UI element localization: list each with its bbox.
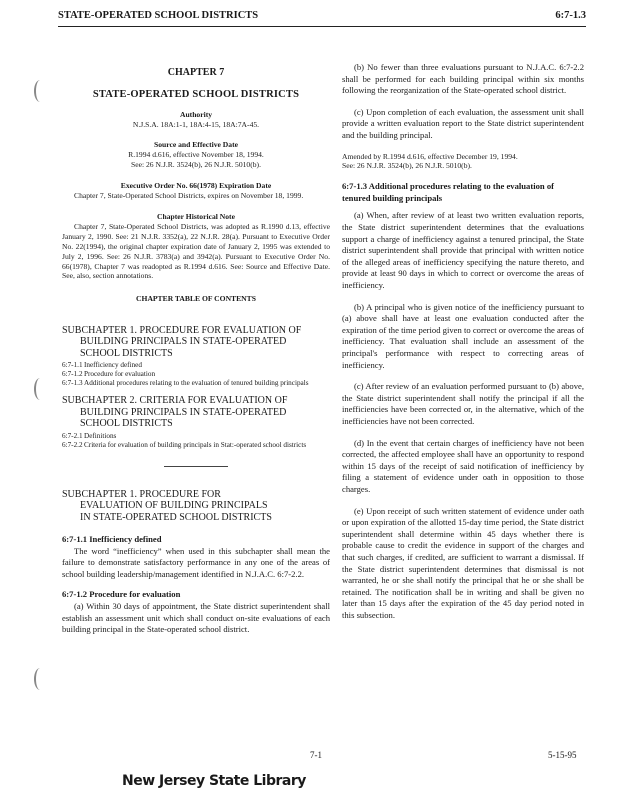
authority-label: Authority: [179, 109, 213, 119]
toc-label: CHAPTER TABLE OF CONTENTS: [136, 294, 256, 304]
section-6-7-1-1-heading: 6:7-1.1 Inefficiency defined: [62, 534, 162, 545]
source-label: Source and Effective Date: [153, 139, 238, 149]
hole-punch-mark: [34, 80, 46, 102]
toc-subchapter-2: SUBCHAPTER 2. CRITERIA FOR EVALUATION OF BUILDING PRINCIPALS IN STATE-OPERATED SCHOOL DISTRICTS: [62, 395, 288, 430]
section-6-7-1-3-e: (e) Upon receipt of such written statement of evidence under oath or upon expiration of the allotted 15-day time period, the State district superintendent shall determine within 45 days whether there is probable cause to credit the evidence in support of the charges and that such charges, if credited, are sufficient to warrant a dismissal. If the State district superintendent determines that dismissal is not warranted, he or she shall notify the principal that he or she shall be retained. The notification shall be in writing and shall be given no later than 15 days after the expiration of the 45 day period noted in this subsection.: [342, 505, 584, 620]
exec-order-text: Chapter 7, State-Operated School Districts, expires on November 18, 1999.: [74, 191, 304, 200]
amendment-note: Amended by R.1994 d.616, effective December 19, 1994. See: 26 N.J.R. 3524(b), 26 N.J.R. 5010(b).: [342, 151, 518, 171]
toc-subchapter-1: SUBCHAPTER 1. PROCEDURE FOR EVALUATION OF BUILDING PRINCIPALS IN STATE-OPERATED SCHOOL DISTRICTS: [62, 324, 302, 359]
historical-note-text: Chapter 7, State-Operated School Districts, was adopted as R.1990 d.13, effective January 2, 1990. See: 21 N.J.R. 3352(a), 22 N.J.R. 28(a). Pursuant to Executive Order No. 22(1994), the original chapter expiration date of January 2, 1995 was extended to July 2, 1996. See: 26 N.J.R. 3783(a) and 3942(a). Pursuant to Executive Order No. 66(1978), Chapter 7 was readopted as R.1994 d.616. See: Source and Effective Date. See, also, section annotations.: [62, 222, 330, 281]
toc-entry[interactable]: 6:7-2.2 Criteria for evaluation of building principals in Stat:-operated school districts: [62, 440, 307, 449]
revision-date: 5-15-95: [548, 750, 577, 760]
section-6-7-1-3-a: (a) When, after review of at least two written evaluation reports, the State district superintendent determines that the evaluations support a charge of inefficiency against a tenured principal, the State district superintendent shall provide that principal with written notice of the alleged areas of inefficiency specifying the nature thereto, and provide at least 90 days in which to correct or overcome the areas of inefficiency.: [342, 210, 584, 291]
subchapter-1-heading: SUBCHAPTER 1. PROCEDURE FOR EVALUATION OF BUILDING PRINCIPALS IN STATE-OPERATED SCHOOL DISTRICTS: [62, 488, 272, 523]
chapter-title: STATE-OPERATED SCHOOL DISTRICTS: [92, 88, 300, 100]
page-number: 7-1: [310, 750, 322, 760]
toc-entry[interactable]: 6:7-1.2 Procedure for evaluation: [62, 370, 156, 379]
header-title: STATE-OPERATED SCHOOL DISTRICTS: [58, 10, 259, 21]
section-6-7-1-1-text: The word “inefficiency” when used in this subchapter shall mean the failure to demonstrate satisfactory performance in any one of the areas of school building leadership/management identified in N.J.A.C. 6:7-2.2.: [62, 545, 330, 579]
source-text: R.1994 d.616, effective November 18, 1994. See: 26 N.J.R. 3524(b), 26 N.J.R. 5010(b).: [128, 150, 264, 169]
section-6-7-1-3-heading: 6:7-1.3 Additional procedures relating to the evaluation of tenured building principals: [342, 181, 554, 203]
section-6-7-1-3-d: (d) In the event that certain charges of inefficiency have not been corrected, the affected employee shall have an opportunity to respond within 15 days of the receipt of said notification of inefficiency by filing a statement of evidence under oath in opposition to those charges.: [342, 437, 584, 494]
section-6-7-1-2-heading: 6:7-1.2 Procedure for evaluation: [62, 589, 181, 600]
hole-punch-mark: [34, 378, 46, 400]
paragraph-b: (b) No fewer than three evaluations pursuant to N.J.A.C. 6:7-2.2 shall be performed for each building principal within six months following the reorganization of the State-operated school district.: [342, 62, 584, 96]
right-column: [342, 62, 584, 621]
historical-note-label: Chapter Historical Note: [157, 211, 235, 221]
toc-entry[interactable]: 6:7-1.1 Inefficiency defined: [62, 361, 142, 370]
toc-list-2: [62, 432, 330, 450]
section-6-7-1-3-c: (c) After review of an evaluation performed pursuant to (b) above, the State district superintendent shall notify the principal if all the inefficiencies have been corrected or, in the alternative, which of the inefficiencies have not been corrected.: [342, 381, 584, 426]
exec-order-label: Executive Order No. 66(1978) Expiration Date: [120, 180, 272, 190]
toc-entry[interactable]: 6:7-2.1 Definitions: [62, 431, 117, 440]
library-stamp: New Jersey State Library: [122, 773, 306, 789]
running-header: [58, 10, 586, 27]
toc-entry[interactable]: 6:7-1.3 Additional procedures relating to the evaluation of tenured building principals: [62, 379, 309, 388]
section-6-7-1-3-b: (b) A principal who is given notice of the inefficiency pursuant to (a) above shall have at least one evaluation conducted after the expiration of the time period given to correct or overcome the areas of inefficiency. That evaluation shall include an assessment of the principal's performance with respect to correcting areas of inefficiency.: [342, 301, 584, 370]
hole-punch-mark: [34, 668, 46, 690]
left-column: [62, 62, 330, 636]
paragraph-c: (c) Upon completion of each evaluation, the assessment unit shall provide a written evaluation report to the State district superintendent and the building principal.: [342, 106, 584, 140]
authority-text: N.J.S.A. 18A:1-1, 18A:4-15, 18A:7A-45.: [132, 119, 260, 129]
chapter-number: CHAPTER 7: [167, 67, 225, 78]
header-section: 6:7-1.3: [555, 10, 586, 21]
section-6-7-1-2-text: (a) Within 30 days of appointment, the State district superintendent shall establish an assessment unit which shall conduct on-site evaluations of each building principal in the State-operated school district.: [62, 600, 330, 635]
toc-list-1: [62, 361, 330, 388]
section-divider: [164, 466, 228, 467]
